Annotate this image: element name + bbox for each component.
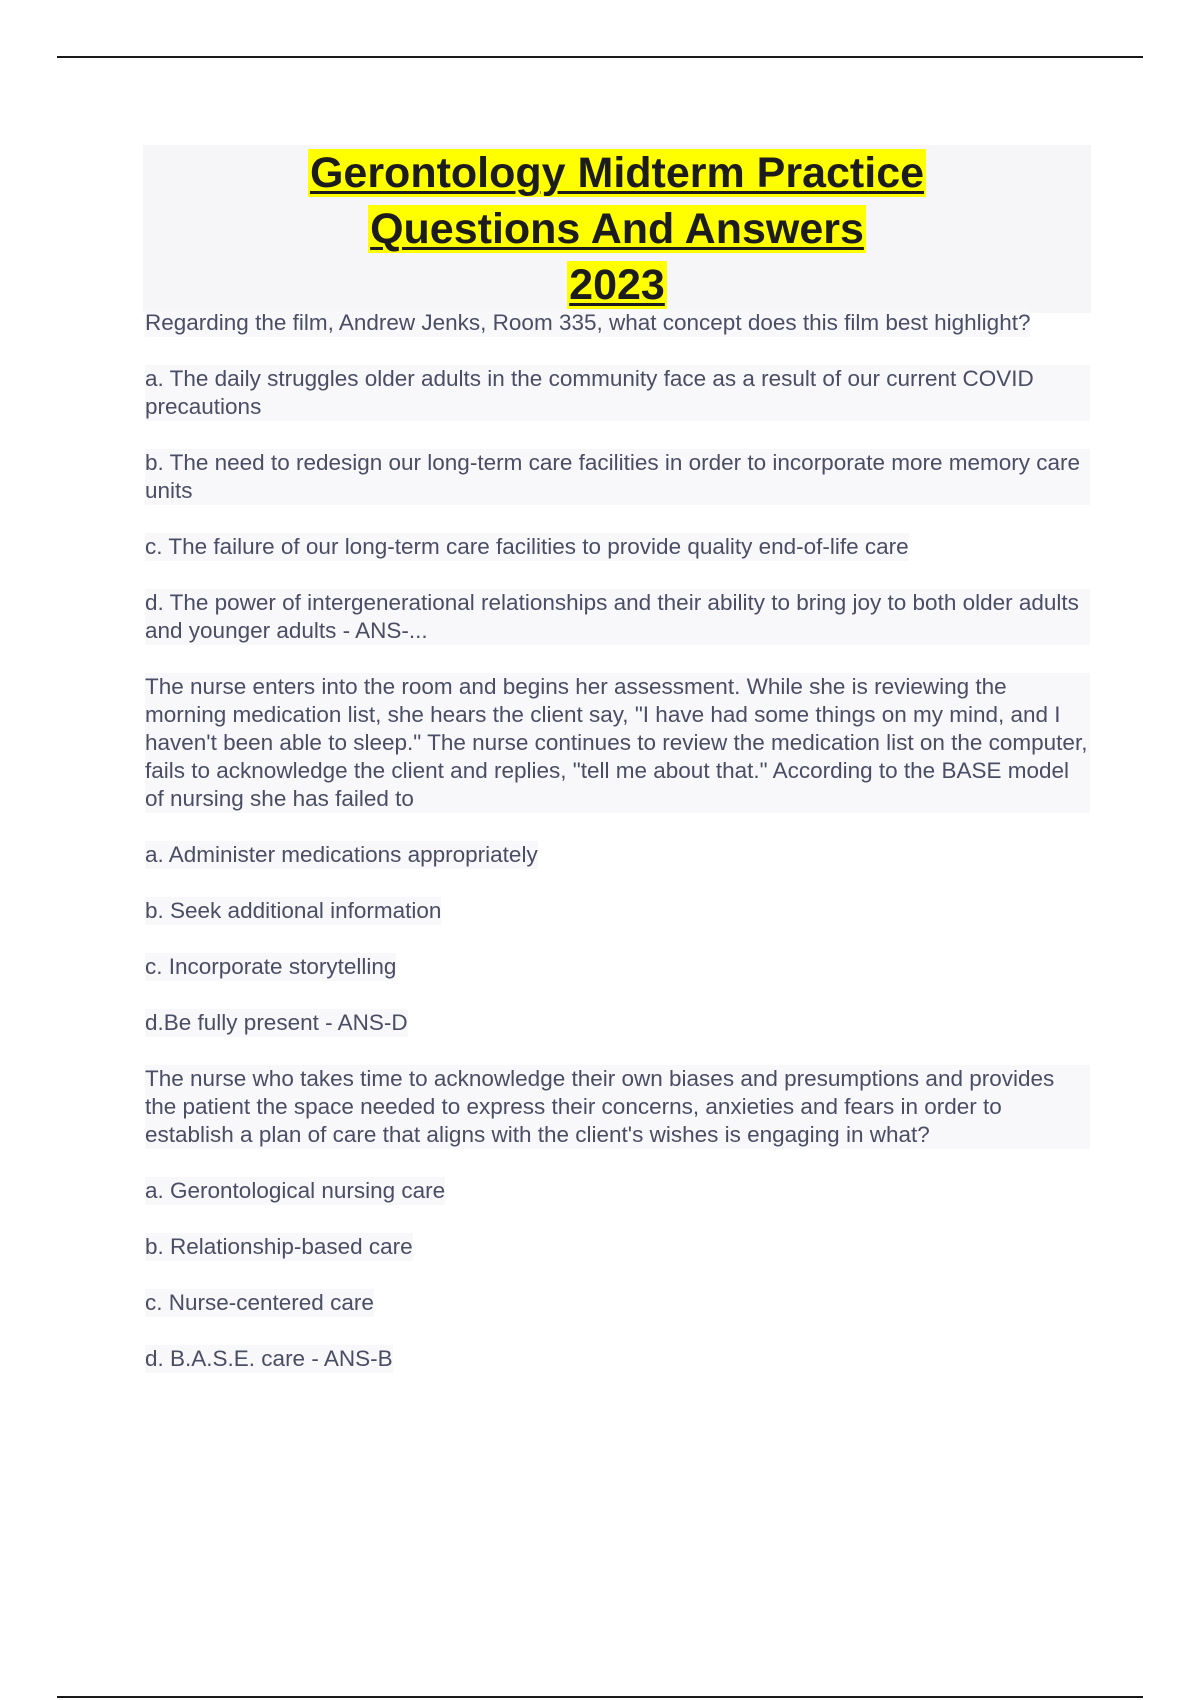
header-rule	[57, 56, 1143, 58]
question-1-option-c: c. The failure of our long-term care facilities to provide quality end-of-life care	[145, 534, 909, 559]
question-1-option-b: b. The need to redesign our long-term care facilities in order to incorporate more memory care units	[145, 449, 1090, 505]
question-2-option-d: d.Be fully present - ANS-D	[145, 1010, 408, 1035]
question-2-stem: The nurse enters into the room and begins her assessment. While she is reviewing the morning medication list, she hears the client say, "I have had some things on my mind, and I haven't been able to sleep." The nurse continues to review the medication list on the computer, fails to acknowledge the client and replies, "tell me about that." According to the BASE model of nursing she has failed to	[145, 673, 1090, 813]
title-line-2: Questions And Answers	[370, 205, 864, 253]
question-1-stem: Regarding the film, Andrew Jenks, Room 335, what concept does this film best highlight?	[145, 310, 1031, 335]
footer-rule	[57, 1696, 1143, 1698]
question-2-option-c: c. Incorporate storytelling	[145, 954, 397, 979]
title-line-1: Gerontology Midterm Practice	[309, 149, 925, 197]
question-3-option-a: a. Gerontological nursing care	[145, 1178, 446, 1203]
question-2-option-a: a. Administer medications appropriately	[145, 842, 538, 867]
question-1-option-a: a. The daily struggles older adults in the community face as a result of our current COVID precautions	[145, 365, 1090, 421]
question-3-option-c: c. Nurse-centered care	[145, 1290, 374, 1315]
question-1-option-d: d. The power of intergenerational relationships and their ability to bring joy to both older adults and younger adults - ANS-...	[145, 589, 1090, 645]
document-body	[145, 309, 1090, 1401]
document-title	[143, 145, 1091, 313]
question-2-option-b: b. Seek additional information	[145, 898, 442, 923]
question-3-option-b: b. Relationship-based care	[145, 1234, 413, 1259]
question-3-stem: The nurse who takes time to acknowledge their own biases and presumptions and provides the patient the space needed to express their concerns, anxieties and fears in order to establish a plan of care that aligns with the client's wishes is engaging in what?	[145, 1065, 1090, 1149]
title-line-3: 2023	[569, 261, 665, 309]
question-3-option-d: d. B.A.S.E. care - ANS-B	[145, 1346, 393, 1371]
